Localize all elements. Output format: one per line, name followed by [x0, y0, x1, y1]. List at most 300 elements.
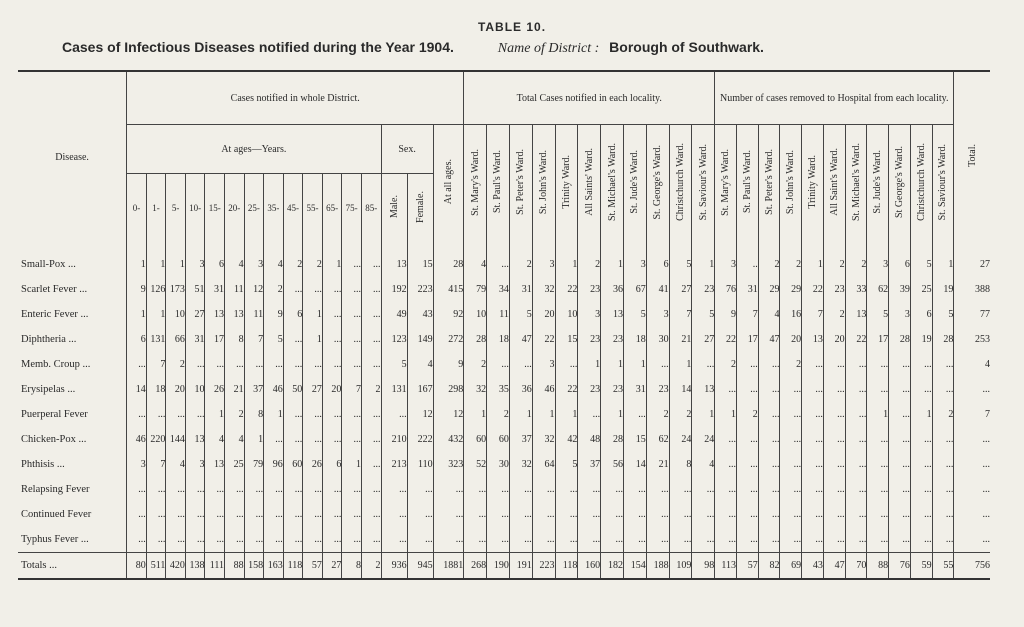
table-cell: 9	[264, 302, 284, 327]
table-cell: ...	[407, 527, 433, 553]
table-cell: ...	[715, 427, 737, 452]
district-label: Name of District :	[497, 41, 600, 56]
table-cell: 111	[205, 553, 225, 580]
table-row	[18, 452, 990, 477]
table-row	[18, 377, 990, 402]
table-cell: 14	[127, 377, 147, 402]
table-row	[18, 527, 990, 553]
table-cell: 10	[166, 302, 186, 327]
table-cell: 23	[823, 277, 845, 302]
table-cell: 1	[127, 302, 147, 327]
table-cell: 6	[322, 452, 342, 477]
table-cell: 56	[601, 452, 624, 477]
table-cell: 77	[954, 302, 990, 327]
table-cell: ...	[889, 502, 911, 527]
table-cell: ...	[283, 502, 303, 527]
table-cell: ...	[889, 452, 911, 477]
table-cell: 41	[646, 277, 669, 302]
table-cell: 1881	[433, 553, 464, 580]
age-column-header: 10-	[185, 174, 205, 243]
table-number: TABLE 10.	[477, 20, 547, 34]
table-cell: ...	[780, 452, 802, 477]
table-cell: 60	[487, 427, 510, 452]
table-cell: 1	[669, 352, 692, 377]
table-cell: 2	[780, 242, 802, 277]
table-cell: 4	[205, 427, 225, 452]
table-cell: 1	[910, 402, 932, 427]
table-cell: 511	[146, 553, 166, 580]
table-cell: 12	[433, 402, 464, 427]
table-cell: 42	[555, 427, 578, 452]
table-cell: 28	[932, 327, 954, 352]
table-row	[18, 327, 990, 352]
table-cell: 46	[127, 427, 147, 452]
table-cell: 31	[205, 277, 225, 302]
table-cell: ...	[361, 352, 381, 377]
table-cell: ...	[646, 527, 669, 553]
table-cell: ...	[845, 352, 867, 377]
table-cell: 92	[433, 302, 464, 327]
table-cell: 167	[407, 377, 433, 402]
table-cell: ...	[303, 402, 323, 427]
table-cell: 1	[342, 452, 362, 477]
table-cell: 131	[381, 377, 407, 402]
table-cell: ...	[823, 427, 845, 452]
table-cell: 2	[487, 402, 510, 427]
table-cell: 109	[669, 553, 692, 580]
table-cell: ...	[407, 502, 433, 527]
table-cell: ...	[244, 527, 264, 553]
table-cell: ...	[342, 327, 362, 352]
table-cell: 223	[532, 553, 555, 580]
table-cell: 4	[225, 427, 245, 452]
table-cell: 88	[867, 553, 889, 580]
table-cell: ...	[322, 502, 342, 527]
table-cell: 23	[578, 327, 601, 352]
table-cell: ...	[205, 352, 225, 377]
table-cell: ...	[342, 242, 362, 277]
table-cell: 8	[669, 452, 692, 477]
table-cell: 1	[555, 402, 578, 427]
table-cell: 10	[555, 302, 578, 327]
table-cell: ...	[910, 452, 932, 477]
table-cell: ...	[692, 527, 715, 553]
table-cell: 76	[889, 553, 911, 580]
table-cell: ...	[225, 477, 245, 502]
table-cell: ...	[736, 452, 758, 477]
table-cell: 1	[692, 242, 715, 277]
table-cell: ...	[669, 477, 692, 502]
table-cell: 59	[910, 553, 932, 580]
table-cell: 23	[601, 377, 624, 402]
table-cell: ...	[802, 502, 824, 527]
table-cell: ...	[185, 352, 205, 377]
table-cell: ...	[555, 352, 578, 377]
table-cell: 66	[166, 327, 186, 352]
disease-name: Phthisis ...	[21, 459, 65, 470]
table-cell: 31	[185, 327, 205, 352]
table-cell: 2	[361, 377, 381, 402]
table-cell: 33	[845, 277, 867, 302]
table-cell: 46	[532, 377, 555, 402]
table-cell: ...	[889, 352, 911, 377]
table-cell: ...	[601, 477, 624, 502]
table-cell: 7	[802, 302, 824, 327]
table-cell: 2	[361, 553, 381, 580]
table-cell: ...	[361, 477, 381, 502]
table-cell: 25	[225, 452, 245, 477]
table-cell: ...	[264, 477, 284, 502]
table-cell: ...	[910, 477, 932, 502]
table-cell: ...	[823, 527, 845, 553]
table-cell: ...	[381, 477, 407, 502]
table-cell: ...	[823, 402, 845, 427]
disease-name: Chicken-Pox ...	[21, 434, 87, 445]
table-cell: 13	[225, 302, 245, 327]
table-cell: 110	[407, 452, 433, 477]
table-cell: ...	[623, 477, 646, 502]
table-cell: ...	[780, 477, 802, 502]
table-cell: 1	[205, 402, 225, 427]
table-cell: ...	[802, 377, 824, 402]
table-cell: 1	[715, 402, 737, 427]
table-cell: ...	[127, 502, 147, 527]
table-cell: 88	[225, 553, 245, 580]
table-cell: ...	[509, 527, 532, 553]
table-cell: 5	[910, 242, 932, 277]
table-cell: ...	[889, 427, 911, 452]
table-cell: ...	[487, 477, 510, 502]
hospital-ward-header: Trinity Ward.	[802, 125, 824, 243]
table-cell: ...	[322, 302, 342, 327]
table-cell: ...	[283, 527, 303, 553]
table-row	[18, 302, 990, 327]
table-cell: 12	[407, 402, 433, 427]
hospital-ward-header: St. Mary's Ward.	[715, 125, 737, 243]
table-cell: ...	[361, 302, 381, 327]
table-cell: ...	[361, 452, 381, 477]
table-cell: 9	[127, 277, 147, 302]
table-cell: 298	[433, 377, 464, 402]
table-cell: 3	[532, 352, 555, 377]
table-cell: 4	[758, 302, 780, 327]
table-cell: 7	[736, 302, 758, 327]
table-cell: 190	[487, 553, 510, 580]
disease-name: Diphtheria ...	[21, 334, 77, 345]
table-cell: 1	[509, 402, 532, 427]
table-cell: 1	[867, 402, 889, 427]
table-cell: 6	[910, 302, 932, 327]
table-cell: 1	[244, 427, 264, 452]
table-cell: 756	[954, 553, 990, 580]
table-cell: 1	[166, 242, 186, 277]
table-cell: 27	[322, 553, 342, 580]
table-cell: ...	[910, 352, 932, 377]
table-cell: 6	[646, 242, 669, 277]
group-header-hospital: Number of cases removed to Hospital from each locality.	[715, 71, 954, 125]
table-cell: ...	[205, 527, 225, 553]
table-cell: 27	[669, 277, 692, 302]
table-cell: 27	[954, 242, 990, 277]
table-cell: ...	[532, 502, 555, 527]
table-cell: ...	[845, 502, 867, 527]
table-cell: 2	[715, 352, 737, 377]
table-cell: 144	[166, 427, 186, 452]
table-cell: 10	[185, 377, 205, 402]
table-cell: ...	[381, 502, 407, 527]
table-cell: 2	[845, 242, 867, 277]
table-cell: ...	[758, 477, 780, 502]
hospital-ward-header: St. Jude's Ward.	[867, 125, 889, 243]
disease-name: Enteric Fever ...	[21, 309, 89, 320]
table-cell: 22	[532, 327, 555, 352]
table-cell: 6	[205, 242, 225, 277]
table-cell: ...	[225, 502, 245, 527]
table-cell: 37	[578, 452, 601, 477]
locality-ward-header: St. Saviour's Ward.	[692, 125, 715, 243]
hospital-ward-header: All Saint's Ward.	[823, 125, 845, 243]
table-cell: 13	[802, 327, 824, 352]
table-cell: 11	[487, 302, 510, 327]
age-column-header: 25-	[244, 174, 264, 243]
table-cell: ...	[146, 527, 166, 553]
heading-text: Cases of Infectious Diseases notified during the Year 1904.	[62, 39, 454, 55]
table-cell: ...	[954, 452, 990, 477]
table-cell: ...	[932, 377, 954, 402]
table-cell: 28	[464, 327, 487, 352]
table-cell: 2	[225, 402, 245, 427]
table-cell: ...	[361, 277, 381, 302]
table-cell: ...	[342, 302, 362, 327]
table-cell: ...	[205, 477, 225, 502]
locality-ward-header: St. Paul's Ward.	[487, 125, 510, 243]
table-cell: 158	[244, 553, 264, 580]
table-cell: ...	[361, 327, 381, 352]
table-cell: 32	[509, 452, 532, 477]
table-cell: 64	[532, 452, 555, 477]
table-cell: ...	[910, 527, 932, 553]
table-cell: 14	[669, 377, 692, 402]
table-cell: 118	[555, 553, 578, 580]
table-cell: ...	[322, 327, 342, 352]
disease-name: Relapsing Fever	[21, 484, 90, 495]
table-cell: ...	[780, 402, 802, 427]
table-cell: 67	[623, 277, 646, 302]
table-cell: 47	[823, 553, 845, 580]
table-cell: ...	[342, 277, 362, 302]
table-cell: ...	[532, 527, 555, 553]
table-cell: 210	[381, 427, 407, 452]
table-cell: ...	[361, 502, 381, 527]
table-cell: ...	[623, 502, 646, 527]
table-cell: 160	[578, 553, 601, 580]
table-cell: ...	[361, 402, 381, 427]
table-cell: ...	[889, 527, 911, 553]
table-cell: ...	[342, 502, 362, 527]
table-cell: ...	[185, 502, 205, 527]
table-cell: 1	[601, 402, 624, 427]
table-cell: ...	[758, 402, 780, 427]
table-cell: 18	[146, 377, 166, 402]
age-column-header: 65-	[322, 174, 342, 243]
table-cell: 13	[601, 302, 624, 327]
table-cell: 272	[433, 327, 464, 352]
table-cell: ...	[623, 402, 646, 427]
table-cell: 23	[646, 377, 669, 402]
table-cell: 22	[802, 277, 824, 302]
table-cell: ...	[845, 377, 867, 402]
hospital-ward-header: St. John's Ward.	[780, 125, 802, 243]
table-cell: ...	[381, 402, 407, 427]
table-cell: ...	[802, 402, 824, 427]
table-cell: ...	[932, 427, 954, 452]
table-cell: 8	[342, 553, 362, 580]
table-cell: 420	[166, 553, 186, 580]
table-cell: 20	[166, 377, 186, 402]
table-cell: ...	[867, 352, 889, 377]
locality-ward-header: St. George's Ward.	[646, 125, 669, 243]
table-cell: 18	[487, 327, 510, 352]
table-cell: ...	[802, 352, 824, 377]
table-cell: 47	[509, 327, 532, 352]
table-cell: 2	[932, 402, 954, 427]
table-cell: 39	[889, 277, 911, 302]
table-cell: 3	[867, 242, 889, 277]
table-cell: ...	[715, 452, 737, 477]
disease-header: Disease.	[18, 71, 127, 242]
table-cell: 13	[205, 302, 225, 327]
table-cell: ...	[889, 477, 911, 502]
table-row	[18, 502, 990, 527]
table-cell: ...	[407, 477, 433, 502]
table-cell: 47	[758, 327, 780, 352]
locality-ward-header: St. Michael's Ward.	[601, 125, 624, 243]
table-cell: ...	[910, 502, 932, 527]
table-cell: 32	[532, 277, 555, 302]
locality-ward-header: St. Mary's Ward.	[464, 125, 487, 243]
table-cell: 149	[407, 327, 433, 352]
table-row	[18, 402, 990, 427]
table-cell: ...	[758, 377, 780, 402]
table-cell: ...	[509, 352, 532, 377]
table-cell: 173	[166, 277, 186, 302]
table-cell: 3	[185, 242, 205, 277]
table-cell: ...	[342, 352, 362, 377]
table-cell: ...	[322, 527, 342, 553]
table-cell: 3	[715, 242, 737, 277]
table-cell: ...	[601, 527, 624, 553]
table-cell: ...	[361, 242, 381, 277]
disease-name: Puerperal Fever	[21, 409, 88, 420]
table-cell: 223	[407, 277, 433, 302]
table-cell: 7	[669, 302, 692, 327]
table-cell: 3	[185, 452, 205, 477]
table-cell: ...	[780, 427, 802, 452]
table-cell: 5	[264, 327, 284, 352]
table-cell: 76	[715, 277, 737, 302]
table-cell: ...	[464, 477, 487, 502]
table-cell: 5	[623, 302, 646, 327]
table-cell: ...	[823, 377, 845, 402]
table-cell: 46	[264, 377, 284, 402]
table-cell: 11	[244, 302, 264, 327]
table-cell: 49	[381, 302, 407, 327]
table-cell: 13	[185, 427, 205, 452]
table-cell: ...	[802, 527, 824, 553]
table-row	[18, 427, 990, 452]
sex-header: Sex.	[381, 125, 433, 174]
age-column-header: 0-	[127, 174, 147, 243]
table-cell: 36	[509, 377, 532, 402]
table-cell: 15	[555, 327, 578, 352]
table-cell: ...	[823, 477, 845, 502]
table-cell: 2	[758, 242, 780, 277]
table-cell: ...	[736, 427, 758, 452]
table-cell: ...	[342, 427, 362, 452]
table-cell: 3	[127, 452, 147, 477]
table-cell: 4	[464, 242, 487, 277]
table-cell: 2	[509, 242, 532, 277]
table-cell: 1	[623, 352, 646, 377]
table-cell: ...	[303, 477, 323, 502]
table-cell: 32	[532, 427, 555, 452]
table-cell: 23	[601, 327, 624, 352]
locality-ward-header: St. Peter's Ward.	[509, 125, 532, 243]
table-cell: ...	[361, 527, 381, 553]
table-cell: ...	[889, 402, 911, 427]
table-cell: ...	[283, 402, 303, 427]
infectious-diseases-table	[18, 70, 990, 580]
table-cell: 17	[205, 327, 225, 352]
table-cell: ...	[433, 502, 464, 527]
age-column-header: 15-	[205, 174, 225, 243]
table-cell: 27	[692, 327, 715, 352]
table-cell: 10	[464, 302, 487, 327]
table-cell: ...	[487, 527, 510, 553]
table-cell: 43	[802, 553, 824, 580]
table-cell: 118	[283, 553, 303, 580]
table-row	[18, 242, 990, 277]
disease-name: Continued Fever	[21, 509, 92, 520]
table-cell: 22	[845, 327, 867, 352]
table-cell: 5	[867, 302, 889, 327]
table-cell: 2	[578, 242, 601, 277]
table-cell: ...	[578, 527, 601, 553]
table-cell: 12	[244, 277, 264, 302]
table-cell: 253	[954, 327, 990, 352]
table-cell: 11	[225, 277, 245, 302]
table-cell: 113	[715, 553, 737, 580]
table-cell: 35	[487, 377, 510, 402]
age-column-header: 75-	[342, 174, 362, 243]
table-cell: ...	[361, 427, 381, 452]
table-cell: ...	[932, 477, 954, 502]
locality-ward-header: St. John's Ward.	[532, 125, 555, 243]
table-cell: 21	[225, 377, 245, 402]
table-cell: 29	[780, 277, 802, 302]
table-cell: 2	[166, 352, 186, 377]
sex-column-header: Male.	[381, 174, 407, 243]
table-row	[18, 477, 990, 502]
table-cell: ...	[845, 527, 867, 553]
table-cell: 29	[758, 277, 780, 302]
table-cell: ...	[758, 427, 780, 452]
table-cell: 123	[381, 327, 407, 352]
table-cell: ...	[244, 352, 264, 377]
table-cell: 163	[264, 553, 284, 580]
age-column-header: 5-	[166, 174, 186, 243]
table-cell: 131	[146, 327, 166, 352]
